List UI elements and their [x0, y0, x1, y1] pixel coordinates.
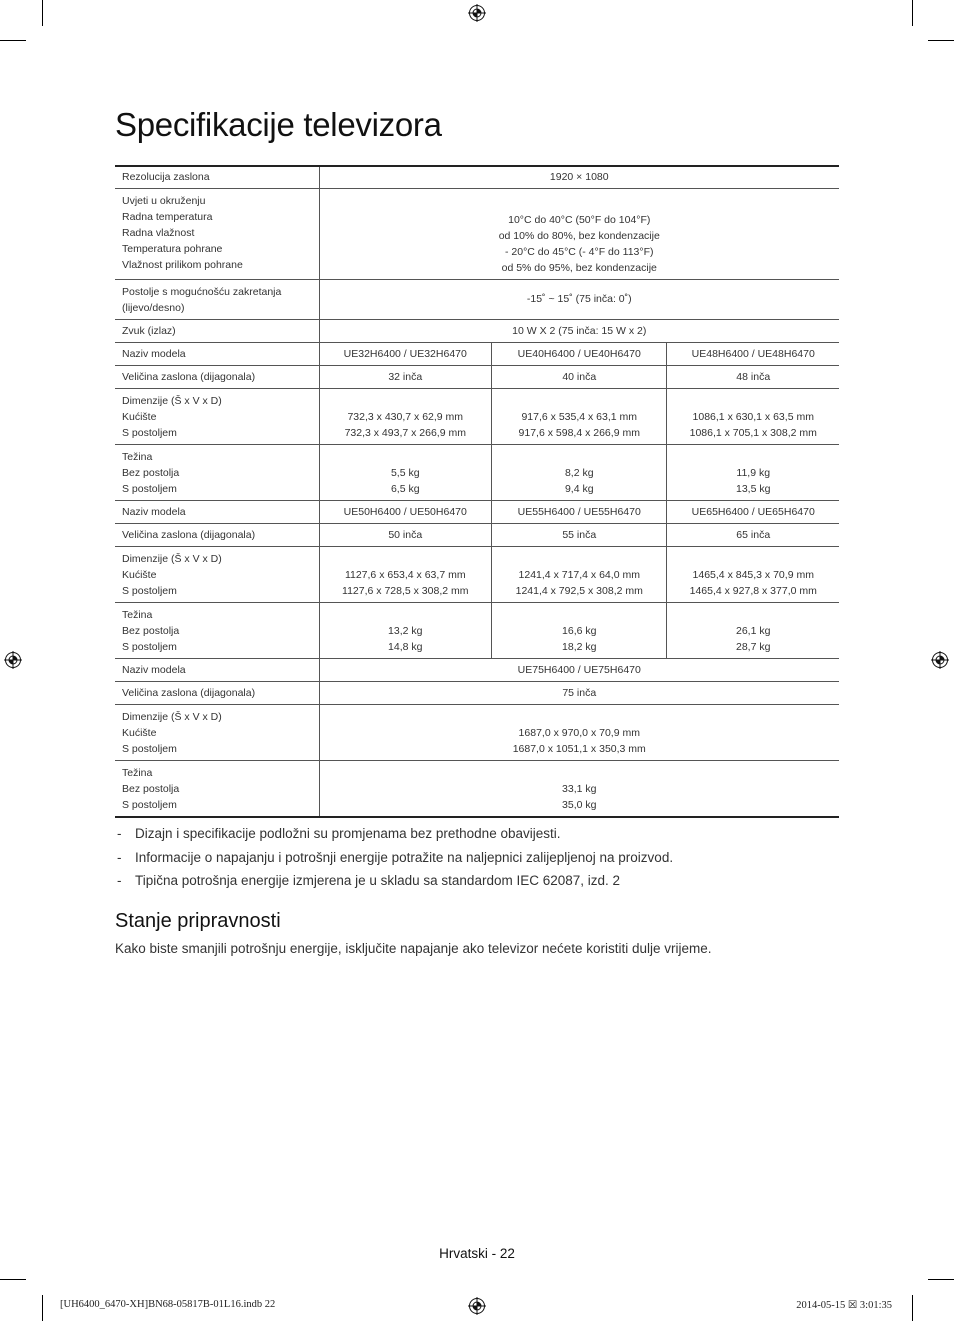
note-text: Tipična potrošnja energije izmjerena je u skladu sa standardom IEC 62087, izd. 2	[135, 873, 621, 888]
spec-row	[115, 704, 839, 760]
page-title: Specifikacije televizora	[115, 106, 442, 143]
standby-text: Kako biste smanjili potrošnju energije, isključite napajanje ako televizor nećete koristiti dulje vrijeme.	[115, 941, 712, 956]
spec-value	[319, 342, 492, 365]
spec-value	[319, 500, 492, 523]
spec-value	[319, 546, 492, 602]
spec-value	[667, 500, 839, 523]
spec-label	[115, 523, 319, 546]
spec-value	[319, 602, 492, 658]
spec-label	[115, 760, 319, 817]
page-footer: Hrvatski - 22	[439, 1246, 515, 1261]
spec-label-line: Kućište	[122, 568, 157, 581]
spec-label-line: Postolje s mogućnošću zakretanja	[122, 285, 282, 298]
spec-value	[319, 760, 839, 817]
spec-value-line: 1241,4 x 792,5 x 308,2 mm	[515, 584, 643, 597]
spec-row	[115, 546, 839, 602]
crop-mark	[0, 1279, 26, 1280]
spec-value-line: 55 inča	[562, 528, 597, 541]
registration-mark-icon	[468, 1297, 486, 1315]
spec-value-line: 18,2 kg	[562, 640, 597, 653]
spec-row	[115, 166, 839, 188]
spec-value-line: 9,4 kg	[564, 482, 594, 495]
spec-row	[115, 681, 839, 704]
spec-value-line: 13,5 kg	[736, 482, 771, 495]
spec-value	[319, 658, 839, 681]
spec-row	[115, 188, 839, 279]
spec-value	[492, 444, 667, 500]
registration-mark-icon	[468, 4, 486, 22]
spec-value-line: 1241,4 x 717,4 x 64,0 mm	[518, 568, 640, 581]
spec-value	[492, 342, 667, 365]
spec-value-line: 1465,4 x 927,8 x 377,0 mm	[689, 584, 817, 597]
spec-value-line: UE75H6400 / UE75H6470	[517, 663, 641, 676]
spec-label	[115, 388, 319, 444]
spec-label-line: S postoljem	[122, 742, 177, 755]
spec-value	[492, 388, 667, 444]
note-bullet: -	[117, 826, 122, 841]
spec-label-line: S postoljem	[122, 640, 177, 653]
spec-value-line: od 10% do 80%, bez kondenzacije	[498, 229, 660, 242]
spec-value-line: 48 inča	[736, 370, 771, 383]
crop-mark	[928, 40, 954, 41]
spec-label-line: Dimenzije (Š x V x D)	[122, 394, 222, 407]
spec-value	[667, 388, 839, 444]
spec-row	[115, 342, 839, 365]
spec-value	[319, 188, 839, 279]
spec-label-line: Temperatura pohrane	[122, 242, 223, 255]
spec-label-line: Radna temperatura	[122, 210, 213, 223]
spec-label-line: Veličina zaslona (dijagonala)	[122, 370, 256, 383]
spec-row	[115, 658, 839, 681]
note-item	[115, 846, 673, 870]
spec-value	[319, 319, 839, 342]
spec-label-line: Zvuk (izlaz)	[122, 324, 176, 337]
crop-mark	[912, 1295, 913, 1321]
spec-value-line: UE65H6400 / UE65H6470	[691, 505, 815, 518]
spec-value-line: -15˚ ~ 15˚ (75 inča: 0˚)	[526, 293, 632, 305]
spec-row	[115, 500, 839, 523]
spec-value	[319, 444, 492, 500]
crop-mark	[42, 0, 43, 26]
spec-value	[319, 365, 492, 388]
spec-label-line: Bez postolja	[122, 782, 180, 795]
spec-value-line: 16,6 kg	[562, 624, 597, 637]
spec-label	[115, 279, 319, 319]
spec-value	[319, 704, 839, 760]
spec-value	[667, 342, 839, 365]
spec-value-line: 1465,4 x 845,3 x 70,9 mm	[692, 568, 814, 581]
spec-value-line: UE50H6400 / UE50H6470	[343, 505, 467, 518]
spec-label-line: Vlažnost prilikom pohrane	[122, 258, 243, 271]
spec-value-line: UE48H6400 / UE48H6470	[691, 347, 815, 360]
spec-row	[115, 319, 839, 342]
spec-value-line: 75 inča	[562, 686, 597, 699]
spec-label-line: Bez postolja	[122, 466, 180, 479]
spec-label	[115, 704, 319, 760]
spec-value	[319, 388, 492, 444]
spec-table-body	[115, 166, 839, 817]
spec-value-line: 1920 × 1080	[549, 171, 609, 184]
spec-label-line: Dimenzije (Š x V x D)	[122, 552, 222, 565]
spec-value	[667, 444, 839, 500]
spec-row	[115, 602, 839, 658]
spec-value-line: UE55H6400 / UE55H6470	[517, 505, 641, 518]
spec-label-line: Težina	[122, 608, 153, 621]
spec-label	[115, 166, 319, 188]
spec-value-line: 35,0 kg	[562, 798, 597, 811]
note-text: Dizajn i specifikacije podložni su promjenama bez prethodne obavijesti.	[135, 826, 561, 841]
spec-label-line: (lijevo/desno)	[122, 301, 185, 314]
spec-value-line: 14,8 kg	[388, 640, 423, 653]
spec-value-line: 1127,6 x 728,5 x 308,2 mm	[342, 584, 469, 597]
spec-value-line: 13,2 kg	[388, 624, 423, 637]
spec-row	[115, 279, 839, 319]
crop-mark	[928, 1279, 954, 1280]
spec-value-line: 26,1 kg	[736, 624, 771, 637]
crop-mark	[0, 40, 26, 41]
spec-value-line: 50 inča	[388, 528, 423, 541]
spec-value	[492, 602, 667, 658]
spec-value-line: 8,2 kg	[564, 466, 594, 479]
spec-label-line: Veličina zaslona (dijagonala)	[122, 686, 256, 699]
crop-mark	[42, 1295, 43, 1321]
spec-label-line: Radna vlažnost	[122, 226, 195, 239]
spec-value	[319, 279, 839, 319]
spec-label	[115, 365, 319, 388]
spec-label	[115, 602, 319, 658]
spec-label-line: S postoljem	[122, 482, 177, 495]
spec-value-line: 1687,0 x 1051,1 x 350,3 mm	[512, 742, 646, 755]
spec-label-line: Kućište	[122, 410, 157, 423]
spec-value	[667, 365, 839, 388]
spec-label-line: Rezolucija zaslona	[122, 171, 210, 184]
spec-value-line: UE40H6400 / UE40H6470	[517, 347, 641, 360]
spec-label-line: Naziv modela	[122, 347, 186, 360]
spec-label-line: Težina	[122, 450, 153, 463]
spec-label-line: Bez postolja	[122, 624, 180, 637]
spec-value	[492, 365, 667, 388]
spec-label	[115, 658, 319, 681]
spec-label-line: Veličina zaslona (dijagonala)	[122, 528, 256, 541]
note-item	[115, 869, 673, 893]
spec-label	[115, 342, 319, 365]
spec-value-line: 10°C do 40°C (50°F do 104°F)	[508, 213, 651, 226]
notes-list	[115, 822, 673, 893]
spec-row	[115, 523, 839, 546]
spec-value-line: 1687,0 x 970,0 x 70,9 mm	[518, 726, 640, 739]
spec-label	[115, 546, 319, 602]
spec-value	[319, 166, 839, 188]
spec-value-line: 1086,1 x 630,1 x 63,5 mm	[692, 410, 814, 423]
spec-value-line: od 5% do 95%, bez kondenzacije	[501, 261, 657, 274]
registration-mark-icon	[931, 651, 949, 669]
spec-label-line: Kućište	[122, 726, 157, 739]
spec-table	[115, 165, 839, 818]
registration-mark-icon	[4, 651, 22, 669]
spec-row	[115, 388, 839, 444]
spec-label-line: S postoljem	[122, 798, 177, 811]
spec-value	[319, 523, 492, 546]
spec-value	[667, 523, 839, 546]
spec-label-line: Dimenzije (Š x V x D)	[122, 710, 222, 723]
spec-value-line: 11,9 kg	[736, 466, 771, 479]
spec-value-line: 917,6 x 598,4 x 266,9 mm	[518, 426, 640, 439]
spec-value-line: 40 inča	[562, 370, 597, 383]
spec-row	[115, 365, 839, 388]
print-slug-right: 2014-05-15 ☒ 3:01:35	[796, 1300, 892, 1311]
note-item	[115, 822, 673, 846]
spec-value-line: 5,5 kg	[390, 466, 420, 479]
spec-value-line: 1127,6 x 653,4 x 63,7 mm	[344, 568, 466, 581]
spec-value	[319, 681, 839, 704]
spec-value-line: 732,3 x 430,7 x 62,9 mm	[347, 410, 464, 423]
spec-label-line: Naziv modela	[122, 505, 186, 518]
spec-row	[115, 444, 839, 500]
spec-value-line: UE32H6400 / UE32H6470	[343, 347, 467, 360]
note-bullet: -	[117, 873, 122, 888]
spec-value	[667, 602, 839, 658]
spec-label	[115, 319, 319, 342]
standby-heading: Stanje pripravnosti	[115, 910, 281, 932]
spec-value	[667, 546, 839, 602]
spec-value-line: 917,6 x 535,4 x 63,1 mm	[521, 410, 638, 423]
spec-value	[492, 523, 667, 546]
spec-value-line: 65 inča	[736, 528, 771, 541]
spec-value-line: 10 W X 2 (75 inča: 15 W x 2)	[512, 324, 647, 337]
spec-value-line: - 20°C do 45°C (- 4°F do 113°F)	[505, 245, 654, 258]
spec-value	[492, 500, 667, 523]
note-text: Informacije o napajanju i potrošnji energije potražite na naljepnici zalijepljenoj na proizvod.	[135, 849, 674, 865]
spec-label	[115, 681, 319, 704]
spec-label	[115, 500, 319, 523]
spec-value-line: 732,3 x 493,7 x 266,9 mm	[344, 426, 466, 439]
spec-value-line: 32 inča	[388, 370, 423, 383]
spec-label-line: Uvjeti u okruženju	[122, 194, 206, 207]
spec-value	[492, 546, 667, 602]
spec-value-line: 6,5 kg	[390, 482, 420, 495]
spec-label-line: Težina	[122, 766, 153, 779]
spec-value-line: 1086,1 x 705,1 x 308,2 mm	[689, 426, 817, 439]
note-bullet: -	[117, 849, 122, 865]
spec-label-line: S postoljem	[122, 426, 177, 439]
spec-value-line: 33,1 kg	[562, 782, 597, 795]
print-slug-left: [UH6400_6470-XH]BN68-05817B-01L16.indb 22	[60, 1299, 276, 1310]
spec-label-line: Naziv modela	[122, 663, 186, 676]
spec-value-line: 28,7 kg	[736, 640, 771, 653]
spec-label-line: S postoljem	[122, 584, 177, 597]
spec-label	[115, 188, 319, 279]
crop-mark	[912, 0, 913, 26]
spec-row	[115, 760, 839, 817]
spec-label	[115, 444, 319, 500]
